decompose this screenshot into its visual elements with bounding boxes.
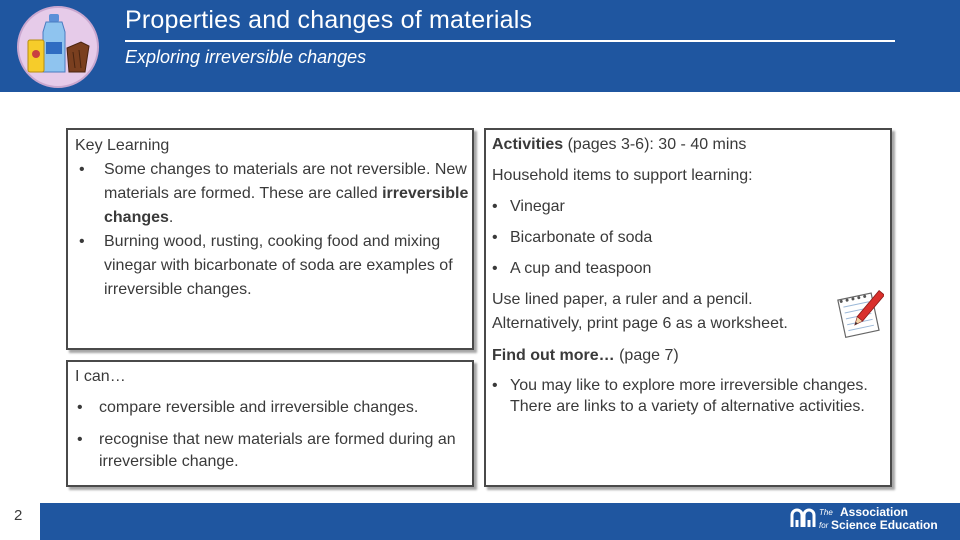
key-learning-text-end: . [168,209,174,226]
find-out-more-rest: (page 7) [614,347,679,364]
household-item [492,226,888,257]
page-title: Properties and changes of materials [125,6,533,34]
key-learning-box [66,128,474,350]
i-can-item [75,429,470,473]
ase-logo-line1: Association [840,505,909,519]
household-item [492,195,888,226]
key-learning-heading: Key Learning [75,137,170,154]
household-item-text: A cup and teaspoon [510,260,652,277]
bullet-dot: • [492,198,498,215]
materials-icon [17,6,99,88]
bullet-dot: • [492,377,498,394]
find-out-more-bold: Find out more… [492,347,615,364]
household-item [492,257,888,288]
i-can-heading: I can… [75,368,126,385]
ase-logo-line2: Science Education [831,518,938,532]
i-can-box [66,360,474,487]
i-can-item [75,396,470,420]
key-learning-bullet [75,230,470,302]
title-underline [125,40,895,42]
bullet-dot: • [492,229,498,246]
key-learning-text-2: Burning wood, rusting, cooking food and mixing vinegar with bicarbonate of soda are examples of irreversible changes. [104,233,453,298]
bullet-dot: • [79,233,85,250]
ase-logo-icon [790,507,818,531]
activities-box [484,128,892,487]
activities-heading-rest: (pages 3-6): 30 - 40 mins [563,136,747,153]
activities-heading-bold: Activities [492,136,564,153]
activities-heading [492,133,888,164]
i-can-item-text: compare reversible and irreversible changes. [99,399,419,416]
page-subtitle: Exploring irreversible changes [125,47,367,67]
key-learning-bullet [75,158,470,230]
bullet-dot: • [77,399,83,416]
page-number: 2 [14,507,23,524]
household-label: Household items to support learning: [492,167,753,184]
key-learning-text-1: Some changes to materials are not reversible. New materials are formed. These are called [104,161,467,202]
materials-note: Use lined paper, a ruler and a pencil. Alternatively, print page 6 as a worksheet. [492,291,788,332]
household-item-text: Bicarbonate of soda [510,229,653,246]
ase-logo-for: for [819,521,829,530]
key-learning-bold-term: irreversible changes [104,185,469,226]
find-out-more-bullet [492,375,888,417]
i-can-item-text: recognise that new materials are formed during an irreversible change. [99,431,456,470]
ase-logo-the: The [819,508,833,517]
notepad-pencil-icon [834,288,884,338]
find-out-more-text: You may like to explore more irreversible changes. There are links to a variety of alternative activities. [510,377,868,415]
bullet-dot: • [77,431,83,448]
household-item-text: Vinegar [510,198,565,215]
header-banner [0,0,960,92]
bullet-dot: • [492,260,498,277]
find-out-more-heading [492,344,888,375]
bullet-dot: • [79,161,85,178]
